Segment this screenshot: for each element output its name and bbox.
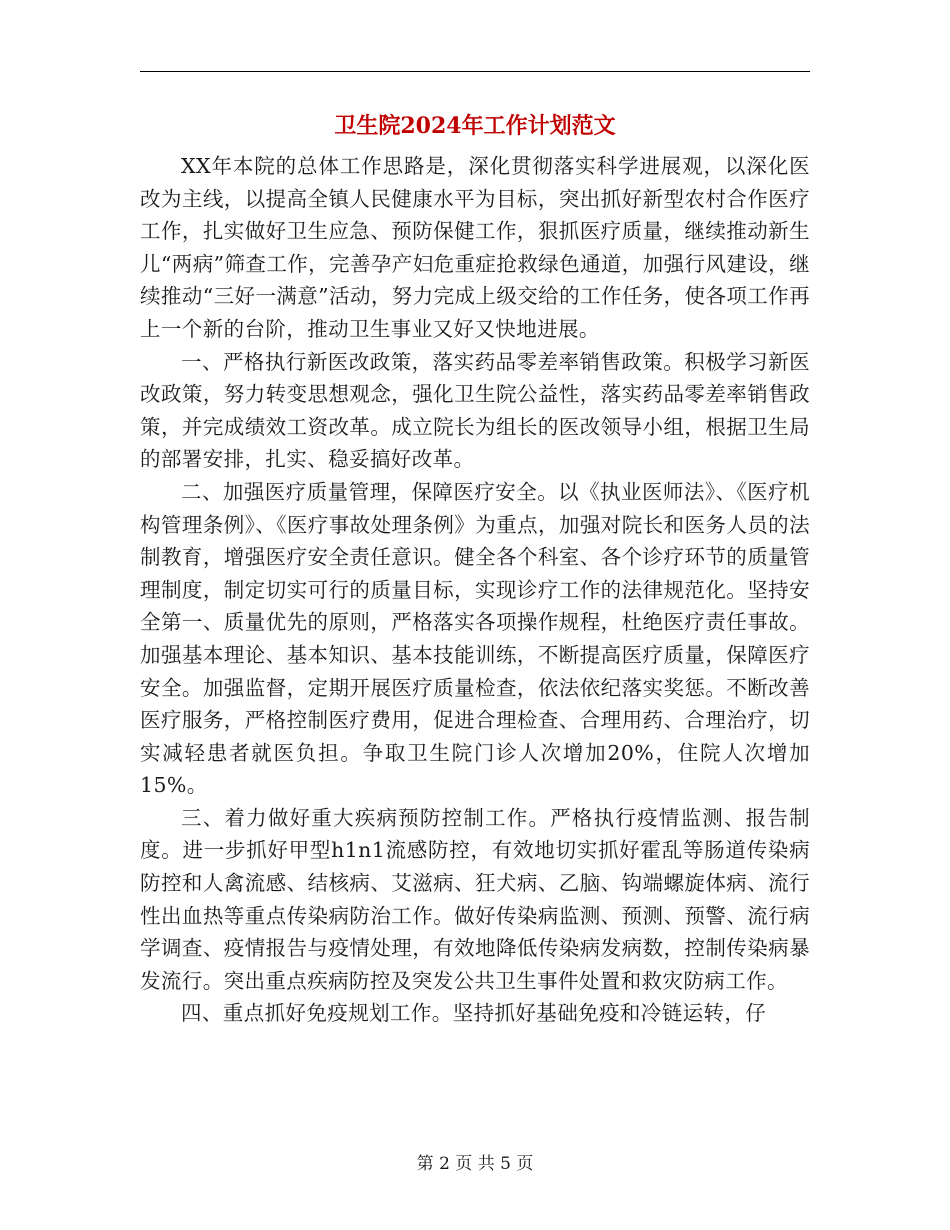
paragraph-intro: XX年本院的总体工作思路是，深化贯彻落实科学进展观，以深化医改为主线，以提高全镇人民健康水平为目标，突出抓好新型农村合作医疗工作，扎实做好卫生应急、预防保健工作，狠抓医疗质量，继续推动新生儿“两病”筛查工作，完善孕产妇危重症抢救绿色通道，加强行风建设，继续推动“三好一满意”活动，努力完成上级交给的工作任务，使各项工作再上一个新的台阶，推动卫生事业又好又快地进展。 xyxy=(140,154,810,341)
paragraph-section-2: 二、加强医疗质量管理，保障医疗安全。以《执业医师法》、《医疗机构管理条例》、《医疗事故处理条例》为重点，加强对院长和医务人员的法制教育，增强医疗安全责任意识。健全各个科室、各个诊疗环节的质量管理制度，制定切实可行的质量目标，实现诊疗工作的法律规范化。坚持安全第一、质量优先的原则，严格落实各项操作规程，杜绝医疗责任事故。加强基本理论、基本知识、基本技能训练，不断提高医疗质量，保障医疗安全。加强监督，定期开展医疗质量检查，依法依纪落实奖惩。不断改善医疗服务，严格控制医疗费用，促进合理检查、合理用药、合理治疗，切实减轻患者就医负担。争取卫生院门诊人次增加20%，住院人次增加15%。 xyxy=(140,479,810,798)
paragraph-section-3: 三、着力做好重大疾病预防控制工作。严格执行疫情监测、报告制度。进一步抓好甲型h1n1流感防控，有效地切实抓好霍乱等肠道传染病防控和人禽流感、结核病、艾滋病、狂犬病、乙脑、钩端螺旋体病、流行性出血热等重点传染病防治工作。做好传染病监测、预测、预警、流行病学调查、疫情报告与疫情处理，有效地降低传染病发病数，控制传染病暴发流行。突出重点疾病防控及突发公共卫生事件处置和救灾防病工作。 xyxy=(140,805,810,993)
paragraph-section-1: 一、严格执行新医改政策，落实药品零差率销售政策。积极学习新医改政策，努力转变思想观念，强化卫生院公益性，落实药品零差率销售政策，并完成绩效工资改革。成立院长为组长的医改领导小组，根据卫生局的部署安排，扎实、稳妥搞好改革。 xyxy=(140,349,810,472)
header-rule xyxy=(140,71,810,72)
paragraph-section-4: 四、重点抓好免疫规划工作。坚持抓好基础免疫和冷链运转，仔 xyxy=(181,1001,767,1026)
document-title: 卫生院2024年工作计划范文 xyxy=(334,113,616,139)
document-body xyxy=(140,150,810,1030)
page-number: 第 2 页 共 5 页 xyxy=(416,1154,534,1174)
